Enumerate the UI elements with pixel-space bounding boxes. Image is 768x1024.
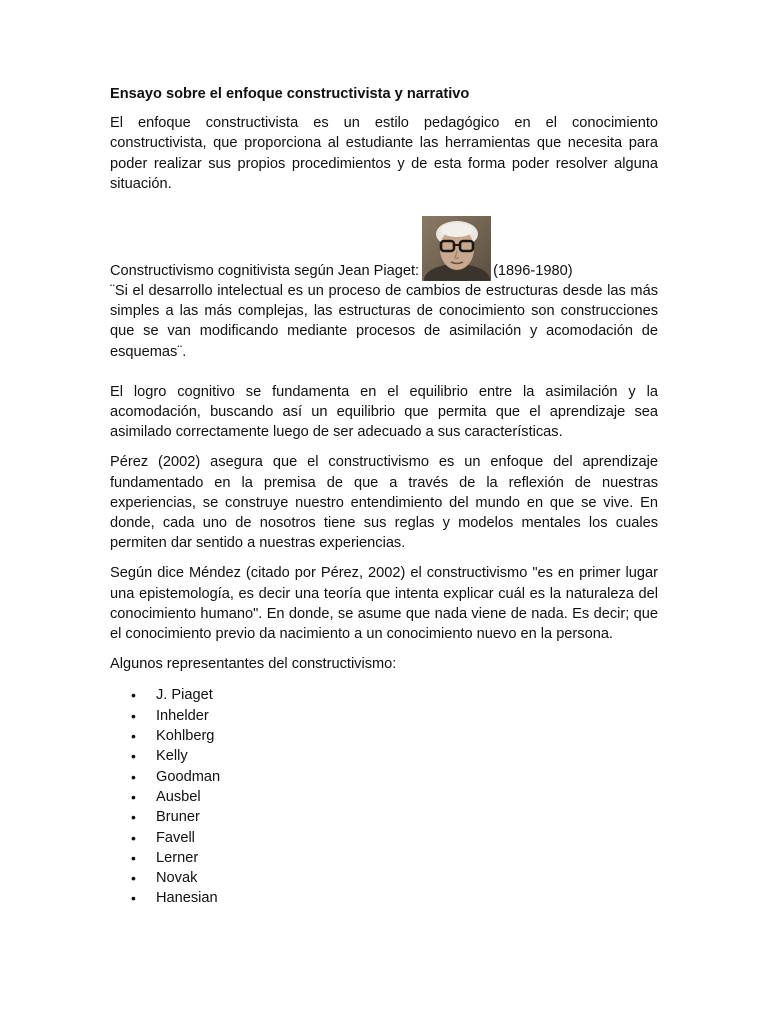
list-item-label: Hanesian xyxy=(156,890,218,907)
bullet-icon: • xyxy=(131,849,136,866)
list-item xyxy=(110,807,658,827)
mendez-paragraph: Según dice Méndez (citado por Pérez, 2002) el constructivismo "es en primer lugar una epistemología, es decir una teoría que intenta explicar cuál es la naturaleza del conocimiento humano". En donde, se asume que nada viene de nada. Es decir; que el conocimiento previo da nacimiento a un conocimiento nuevo en la persona. xyxy=(110,565,658,643)
piaget-label: Constructivismo cognitivista según Jean Piaget: xyxy=(110,263,420,280)
perez-paragraph: Pérez (2002) asegura que el constructivismo es un enfoque del aprendizaje fundamentado en la premisa de que a través de la reflexión de nuestras experiencias, se construye nuestro entendimiento del mundo en que se vive. En donde, cada uno de nosotros tiene sus reglas y modelos mentales los cuales permiten dar sentido a nuestras experiencias. xyxy=(110,454,658,552)
bullet-icon: • xyxy=(131,687,136,704)
bullet-icon: • xyxy=(131,829,136,846)
intro-paragraph: El enfoque constructivista es un estilo pedagógico en el conocimiento constructivista, que proporciona al estudiante las herramientas que necesita para poder realizar sus propios procedimientos y de esta forma poder resolver alguna situación. xyxy=(110,115,658,192)
bullet-icon: • xyxy=(131,748,136,765)
list-item-label: Lerner xyxy=(156,849,199,866)
bullet-icon: • xyxy=(131,890,136,907)
list-item-label: Goodman xyxy=(156,768,221,785)
document-page xyxy=(110,84,658,909)
list-item xyxy=(110,828,658,848)
list-item xyxy=(110,787,658,807)
piaget-heading-row xyxy=(110,215,658,281)
piaget-years: (1896-1980) xyxy=(493,263,573,280)
list-item-label: J. Piaget xyxy=(156,687,213,704)
list-item xyxy=(110,868,658,888)
bullet-icon: • xyxy=(131,768,136,785)
list-item xyxy=(110,888,658,908)
list-item-label: Bruner xyxy=(156,809,200,826)
bullet-icon: • xyxy=(131,788,136,805)
list-item-label: Favell xyxy=(156,829,195,846)
list-item xyxy=(110,726,658,746)
list-item-label: Inhelder xyxy=(156,707,209,724)
list-item xyxy=(110,706,658,726)
list-item xyxy=(110,767,658,787)
bullet-icon: • xyxy=(131,707,136,724)
representantes-intro: Algunos representantes del constructivismo: xyxy=(110,656,397,673)
list-item xyxy=(110,848,658,868)
list-item xyxy=(110,685,658,705)
representantes-list xyxy=(110,685,658,908)
bullet-icon: • xyxy=(131,870,136,887)
list-item-label: Ausbel xyxy=(156,788,201,805)
list-item-label: Novak xyxy=(156,870,198,887)
list-item-label: Kohlberg xyxy=(156,728,215,745)
bullet-icon: • xyxy=(131,809,136,826)
list-item xyxy=(110,746,658,766)
document-title: Ensayo sobre el enfoque constructivista y narrativo xyxy=(110,86,470,102)
piaget-portrait-photo xyxy=(422,216,491,281)
logro-paragraph: El logro cognitivo se fundamenta en el equilibrio entre la asimilación y la acomodación, buscando así un equilibrio que permita que el aprendizaje sea asimilado correctamente luego de ser adecuado a sus características. xyxy=(110,383,658,441)
list-item-label: Kelly xyxy=(156,748,188,765)
piaget-quote-paragraph: ¨Si el desarrollo intelectual es un proceso de cambios de estructuras desde las más simples a las más complejas, las estructuras de conocimiento son construcciones que se van modificando mediante procesos de asimilación y acomodación de esquemas¨. xyxy=(110,283,658,360)
piaget-portrait-image xyxy=(422,216,491,281)
bullet-icon: • xyxy=(131,728,136,745)
